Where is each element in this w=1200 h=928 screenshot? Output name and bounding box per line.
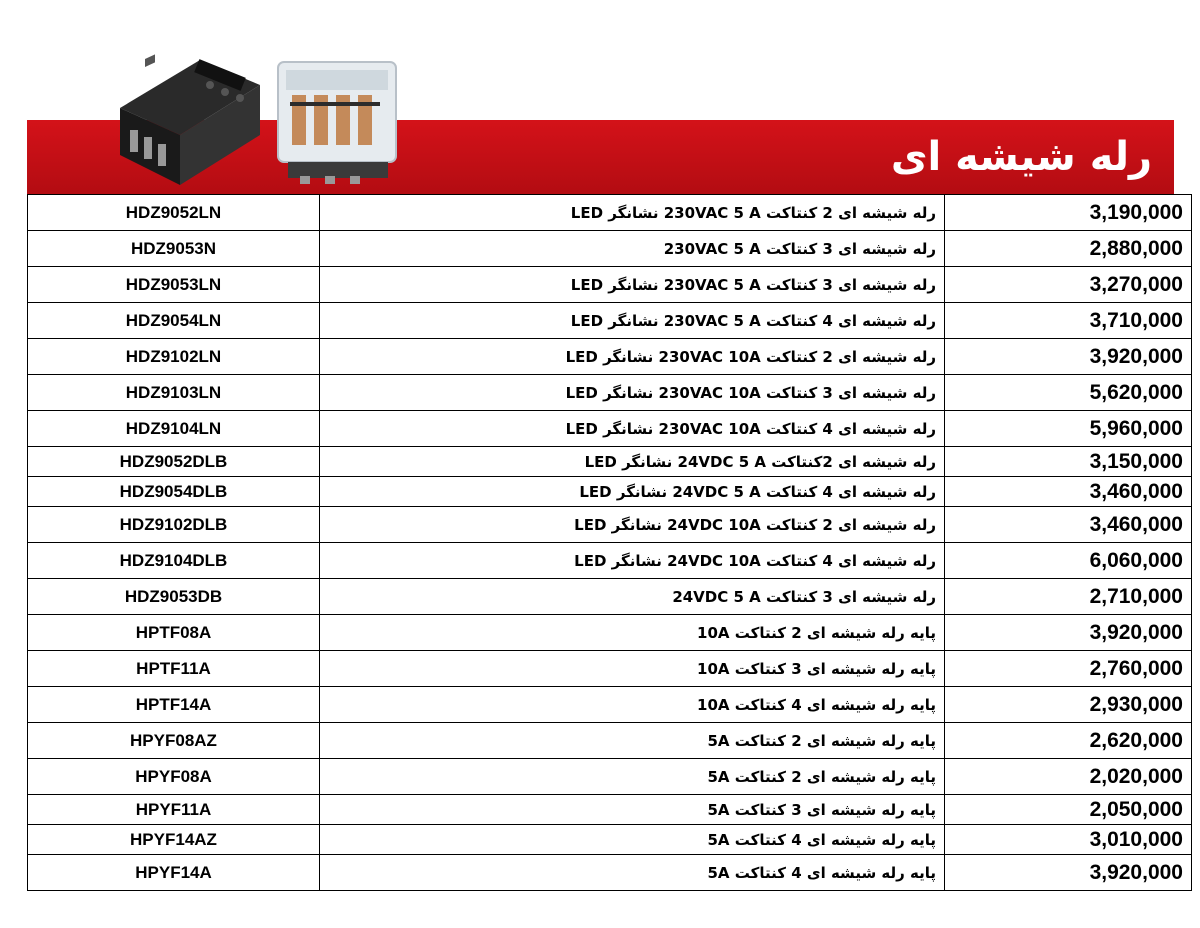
- price-table: [27, 194, 1192, 891]
- table-row: [28, 825, 1192, 855]
- product-code-cell: HPYF11A: [28, 795, 320, 825]
- product-code-cell: HPYF14A: [28, 855, 320, 891]
- table-row: [28, 267, 1192, 303]
- product-price-cell: 3,190,000: [945, 195, 1192, 231]
- product-description-cell: رله شیشه ای 3 کنتاکت 24VDC 5 A: [320, 579, 945, 615]
- table-row: [28, 723, 1192, 759]
- product-code-cell: HDZ9052LN: [28, 195, 320, 231]
- product-description-cell: رله شیشه ای 4 کنتاکت 24VDC 5 A نشانگر LED: [320, 477, 945, 507]
- table-row: [28, 543, 1192, 579]
- table-row: [28, 579, 1192, 615]
- table-row: [28, 195, 1192, 231]
- table-row: [28, 795, 1192, 825]
- table-row: [28, 339, 1192, 375]
- product-code-cell: HDZ9104LN: [28, 411, 320, 447]
- product-price-cell: 3,710,000: [945, 303, 1192, 339]
- product-code-cell: HDZ9104DLB: [28, 543, 320, 579]
- product-description-cell: رله شیشه ای 2 کنتاکت 230VAC 10A نشانگر LED: [320, 339, 945, 375]
- product-price-cell: 2,760,000: [945, 651, 1192, 687]
- product-code-cell: HDZ9053DB: [28, 579, 320, 615]
- product-price-cell: 6,060,000: [945, 543, 1192, 579]
- product-code-cell: HDZ9054DLB: [28, 477, 320, 507]
- table-row: [28, 687, 1192, 723]
- product-price-cell: 2,050,000: [945, 795, 1192, 825]
- relay-socket-image: [120, 54, 260, 185]
- product-description-cell: رله شیشه ای 4 کنتاکت 230VAC 5 A نشانگر LED: [320, 303, 945, 339]
- product-description-cell: پایه رله شیشه ای 2 کنتاکت 10A: [320, 615, 945, 651]
- glass-relay-image: [278, 62, 396, 184]
- table-row: [28, 477, 1192, 507]
- product-code-cell: HPYF08AZ: [28, 723, 320, 759]
- product-description-cell: رله شیشه ای 4 کنتاکت 24VDC 10A نشانگر LED: [320, 543, 945, 579]
- product-description-cell: رله شیشه ای 3 کنتاکت 230VAC 10A نشانگر LED: [320, 375, 945, 411]
- product-code-cell: HPTF14A: [28, 687, 320, 723]
- product-description-cell: رله شیشه ای 2 کنتاکت 24VDC 10A نشانگر LED: [320, 507, 945, 543]
- product-price-cell: 2,620,000: [945, 723, 1192, 759]
- product-description-cell: رله شیشه ای 3 کنتاکت 230VAC 5 A: [320, 231, 945, 267]
- table-row: [28, 303, 1192, 339]
- product-code-cell: HDZ9102DLB: [28, 507, 320, 543]
- product-price-cell: 3,270,000: [945, 267, 1192, 303]
- product-price-cell: 3,460,000: [945, 477, 1192, 507]
- product-price-cell: 2,020,000: [945, 759, 1192, 795]
- product-description-cell: پایه رله شیشه ای 4 کنتاکت 5A: [320, 855, 945, 891]
- table-row: [28, 759, 1192, 795]
- page-title: رله شیشه ای: [890, 134, 1152, 180]
- product-description-cell: پایه رله شیشه ای 4 کنتاکت 10A: [320, 687, 945, 723]
- product-description-cell: پایه رله شیشه ای 2 کنتاکت 5A: [320, 723, 945, 759]
- table-row: [28, 855, 1192, 891]
- product-price-cell: 3,010,000: [945, 825, 1192, 855]
- table-row: [28, 615, 1192, 651]
- product-description-cell: پایه رله شیشه ای 3 کنتاکت 10A: [320, 651, 945, 687]
- product-price-cell: 3,920,000: [945, 339, 1192, 375]
- table-row: [28, 447, 1192, 477]
- product-description-cell: رله شیشه ای 3 کنتاکت 230VAC 5 A نشانگر LED: [320, 267, 945, 303]
- table-row: [28, 651, 1192, 687]
- product-images: [100, 40, 420, 190]
- product-price-cell: 2,930,000: [945, 687, 1192, 723]
- product-code-cell: HDZ9103LN: [28, 375, 320, 411]
- table-row: [28, 231, 1192, 267]
- product-code-cell: HPYF14AZ: [28, 825, 320, 855]
- product-code-cell: HPTF08A: [28, 615, 320, 651]
- product-code-cell: HDZ9102LN: [28, 339, 320, 375]
- product-price-cell: 3,460,000: [945, 507, 1192, 543]
- product-description-cell: رله شیشه ای 2 کنتاکت 230VAC 5 A نشانگر LED: [320, 195, 945, 231]
- product-code-cell: HDZ9054LN: [28, 303, 320, 339]
- product-description-cell: پایه رله شیشه ای 3 کنتاکت 5A: [320, 795, 945, 825]
- table-row: [28, 375, 1192, 411]
- product-price-cell: 3,150,000: [945, 447, 1192, 477]
- product-code-cell: HPYF08A: [28, 759, 320, 795]
- product-description-cell: پایه رله شیشه ای 2 کنتاکت 5A: [320, 759, 945, 795]
- product-description-cell: رله شیشه ای 4 کنتاکت 230VAC 10A نشانگر LED: [320, 411, 945, 447]
- product-price-cell: 2,710,000: [945, 579, 1192, 615]
- product-description-cell: رله شیشه ای 2کنتاکت 24VDC 5 A نشانگر LED: [320, 447, 945, 477]
- table-row: [28, 411, 1192, 447]
- product-code-cell: HDZ9053N: [28, 231, 320, 267]
- product-price-cell: 3,920,000: [945, 855, 1192, 891]
- product-price-cell: 3,920,000: [945, 615, 1192, 651]
- product-description-cell: پایه رله شیشه ای 4 کنتاکت 5A: [320, 825, 945, 855]
- product-code-cell: HPTF11A: [28, 651, 320, 687]
- product-code-cell: HDZ9053LN: [28, 267, 320, 303]
- product-code-cell: HDZ9052DLB: [28, 447, 320, 477]
- table-row: [28, 507, 1192, 543]
- product-price-cell: 2,880,000: [945, 231, 1192, 267]
- product-price-cell: 5,960,000: [945, 411, 1192, 447]
- product-price-cell: 5,620,000: [945, 375, 1192, 411]
